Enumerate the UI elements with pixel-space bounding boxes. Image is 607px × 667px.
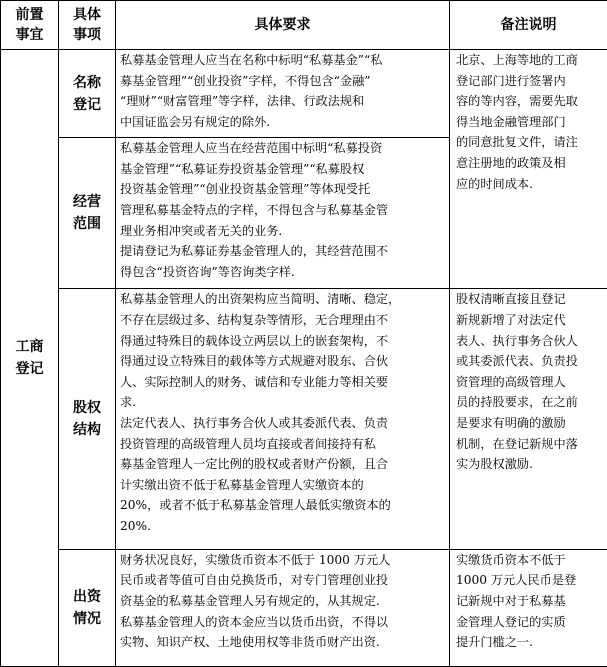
header-prerequisite: 前置 事宜 — [1, 1, 59, 50]
item-capital-contribution: 出资 情况 — [59, 549, 116, 666]
table-row — [1, 50, 607, 138]
requirement-business-scope: 私募基金管理人应当在经营范围中标明“私募投资 基金管理”“私募证券投资基金管理”“私募股权 投资基金管理”“创业投资基金管理”等体现受托 管理私募基金特点的字样，不得包含与私募基金管 理业务相冲突或者无关的业务. 提请登记为私募证券基金管理人的，其经营范围不 得包含“投资咨询”等咨询类字样. — [116, 138, 450, 289]
requirement-name-registration: 私募基金管理人应当在名称中标明“私募基金”“私 募基金管理”“创业投资”字样，不得包含“金融” “理财”“财富管理”等字样，法律、行政法规和 中国证监会另有规定的除外. — [116, 50, 450, 138]
note-name-scope: 北京、上海等地的工商 登记部门进行签署内 容的等内容，需要先取 得当地金融管理部门 的同意批复文件，请注 意注册地的政策及相 应的时间成本. — [450, 50, 607, 289]
item-name-registration: 名称 登记 — [59, 50, 116, 138]
header-specific-item: 具体 事项 — [59, 1, 116, 50]
header-requirements: 具体要求 — [116, 1, 450, 50]
category-cell: 工商 登记 — [1, 50, 59, 667]
item-equity-structure: 股权 结构 — [59, 289, 116, 549]
note-equity-structure: 股权清晰直接且登记 新规新增了对法定代 表人、执行事务合伙人 或其委派代表、负责投 资管理的高级管理人 员的持股要求，在之前 是要求有明确的激励 机制，在登记新规中落 实为股权激励. — [450, 289, 607, 549]
header-notes: 备注说明 — [450, 1, 607, 50]
table-row — [1, 289, 607, 549]
note-capital-contribution: 实缴货币资本不低于 1000 万元人民币是登 记新规中对于私募基 金管理人登记的实质 提升门槛之一. — [450, 549, 607, 666]
item-business-scope: 经营 范围 — [59, 138, 116, 289]
table-row — [1, 549, 607, 666]
table-header-row — [1, 1, 607, 50]
requirement-equity-structure: 私募基金管理人的出资架构应当简明、清晰、稳定， 不存在层级过多、结构复杂等情形，无合理理由不 得通过特殊目的载体设立两层以上的嵌套架构，不 得通过设立特殊目的载体等方式规避对股东、合伙 人、实际控制人的财务、诚信和专业能力等相关要 求. 法定代表人、执行事务合伙人或其委派代表、负责 投资管理的高级管理人员均直接或者间接持有私 募基金管理人一定比例的股权或者财产份额，且合 计实缴出资不低于私募基金管理人实缴资本的 20%，或者不低于私募基金管理人最低实缴资本的 20%. — [116, 289, 450, 549]
requirement-capital-contribution: 财务状况良好，实缴货币资本不低于 1000 万元人 民币或者等值可自由兑换货币，对专门管理创业投 资基金的私募基金管理人另有规定的，从其规定. 私募基金管理人的资本金应当以货币出资，不得以 实物、知识产权、土地使用权等非货币财产出资. — [116, 549, 450, 666]
